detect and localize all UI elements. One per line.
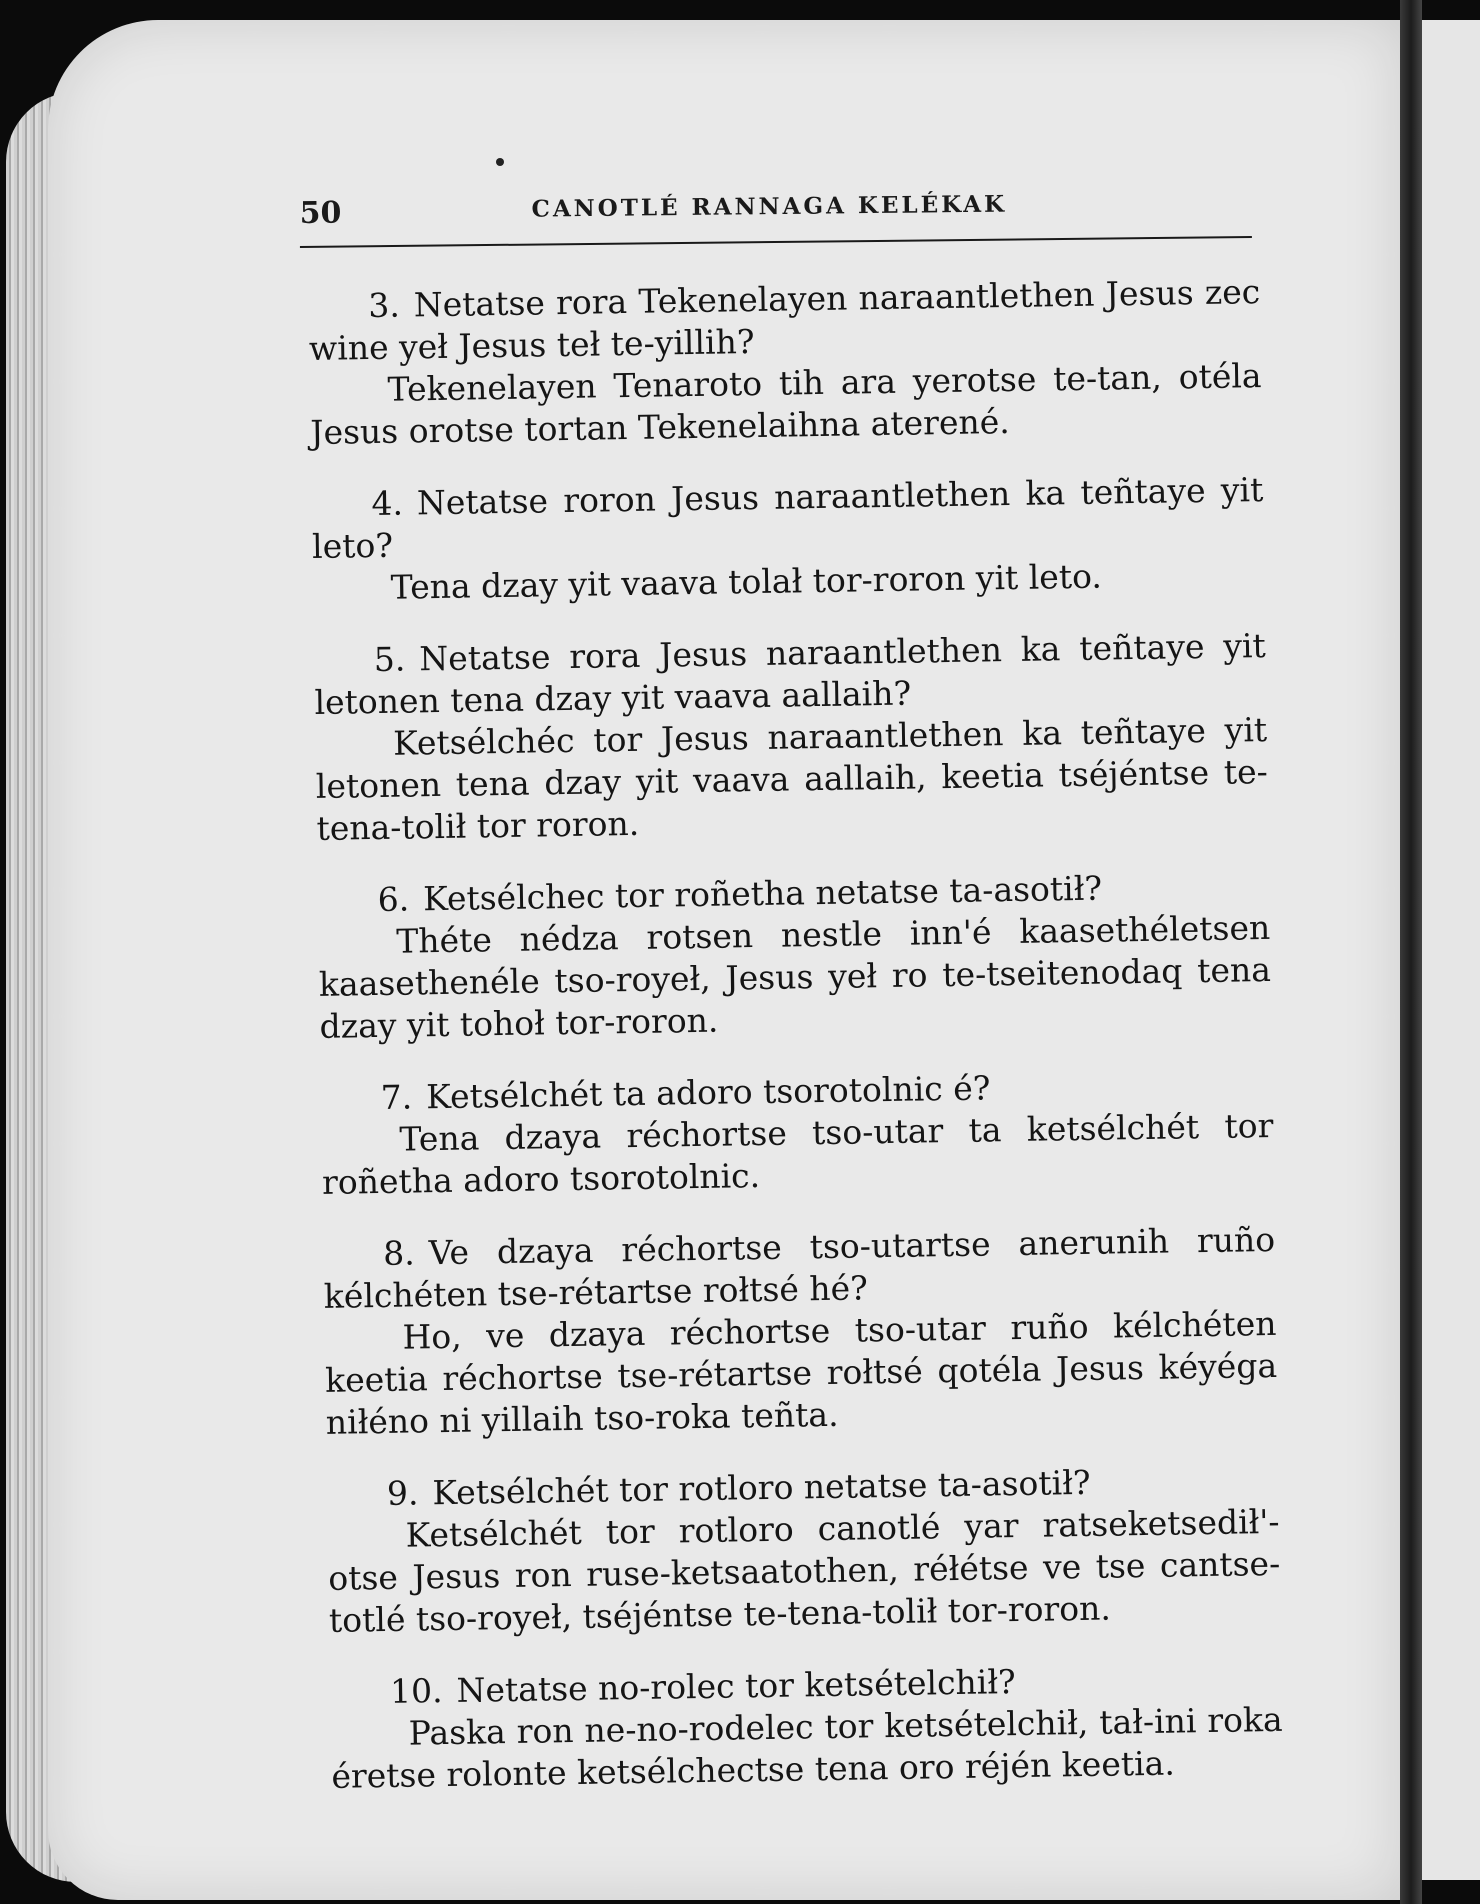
qa-item-6 xyxy=(317,865,1272,1048)
page-header xyxy=(299,178,1252,252)
qa-item-8 xyxy=(323,1219,1278,1444)
book-binding xyxy=(1400,0,1422,1904)
question-number: 9. xyxy=(386,1473,419,1513)
answer-text: Tekenelayen Tenaroto tih ara yerotse te-tan, otéla Jesus orotse tortan Tekenelaihna aterené. xyxy=(309,356,1262,452)
qa-item-9 xyxy=(327,1459,1282,1642)
question-text: Ve dzaya réchortse tso-utartse anerunih ruño kélchéten tse-rétartse rołtsé hé? xyxy=(323,1219,1276,1316)
question-number: 5. xyxy=(373,639,406,680)
answer-text: Paska ron ne-no-rodelec tor ketsételchił, tał-ini roka éretse rolonte ketsélchectse tena oro réjén keetia. xyxy=(331,1699,1283,1796)
page-number: 50 xyxy=(299,195,342,232)
qa-item-10 xyxy=(330,1657,1284,1798)
qa-item-3 xyxy=(308,271,1263,454)
question-number: 4. xyxy=(371,483,404,524)
question-text: Ketsélchét tor rotloro netatse ta-asotił? xyxy=(432,1462,1091,1513)
answer-text: Ho, ve dzaya réchortse tso-utar ruño kélchéten keetia réchortse tse-rétartse rołtsé qotéla Jesus kéyéga niłéno ni yillaih tso-roka teñta. xyxy=(324,1303,1278,1442)
answer-text: Tena dzaya réchortse tso-utar ta ketsélchét tor roñetha adoro tsorotolnic. xyxy=(321,1105,1274,1202)
answer-text: Tena dzay yit vaava tolał tor-roron yit leto. xyxy=(390,556,1103,607)
question-text: Netatse roron Jesus naraantlethen ka teñtaye yit leto? xyxy=(311,470,1264,566)
question xyxy=(323,1219,1276,1318)
question xyxy=(311,469,1264,568)
question xyxy=(308,271,1261,370)
ink-speck xyxy=(496,158,504,166)
qa-item-7 xyxy=(320,1063,1274,1204)
qa-item-5 xyxy=(314,625,1269,850)
question-number: 7. xyxy=(380,1077,413,1117)
question-text: Netatse rora Jesus naraantlethen ka teñtaye yit letonen tena dzay yit vaava aallaih? xyxy=(314,626,1267,722)
qa-item-4 xyxy=(311,469,1265,610)
question-number: 8. xyxy=(382,1233,416,1273)
question-text: Ketsélchec tor roñetha netatse ta-asotił? xyxy=(422,868,1103,919)
catechism-text xyxy=(308,271,1284,1828)
question-text: Netatse rora Tekenelayen naraantlethen Jesus zec wine yeł Jesus teł te-yillih? xyxy=(308,272,1261,368)
answer-text: Ketsélchét tor rotloro canotlé yar ratseketsedił'-otse Jesus ron ruse-ketsaatothen, réłétse ve tse cantse-totlé tso-royeł, tséjéntse te-tena-tolił tor-roron. xyxy=(327,1501,1281,1640)
answer-text: Ketsélchéc tor Jesus naraantlethen ka teñtaye yit letonen tena dzay yit vaava aallaih, keetia tséjéntse te-tena-tolił tor roron. xyxy=(315,709,1269,848)
running-title: CANOTLÉ RANNAGA KELÉKAK xyxy=(531,190,1008,223)
question-number: 10. xyxy=(389,1671,443,1711)
question-number: 6. xyxy=(377,879,410,919)
question xyxy=(314,625,1267,724)
question-text: Netatse no-rolec tor ketsételchił? xyxy=(456,1662,1017,1710)
question-number: 3. xyxy=(368,285,401,326)
answer-text: Théte nédza rotsen nestle inn'é kaasethéletsen kaasethenéle tso-royeł, Jesus yeł ro te-tseitenodaq tena dzay yit tohoł tor-roron. xyxy=(318,907,1272,1046)
question-text: Ketsélchét ta adoro tsorotolnic é? xyxy=(425,1068,991,1117)
facing-page-edge xyxy=(1422,20,1480,1880)
